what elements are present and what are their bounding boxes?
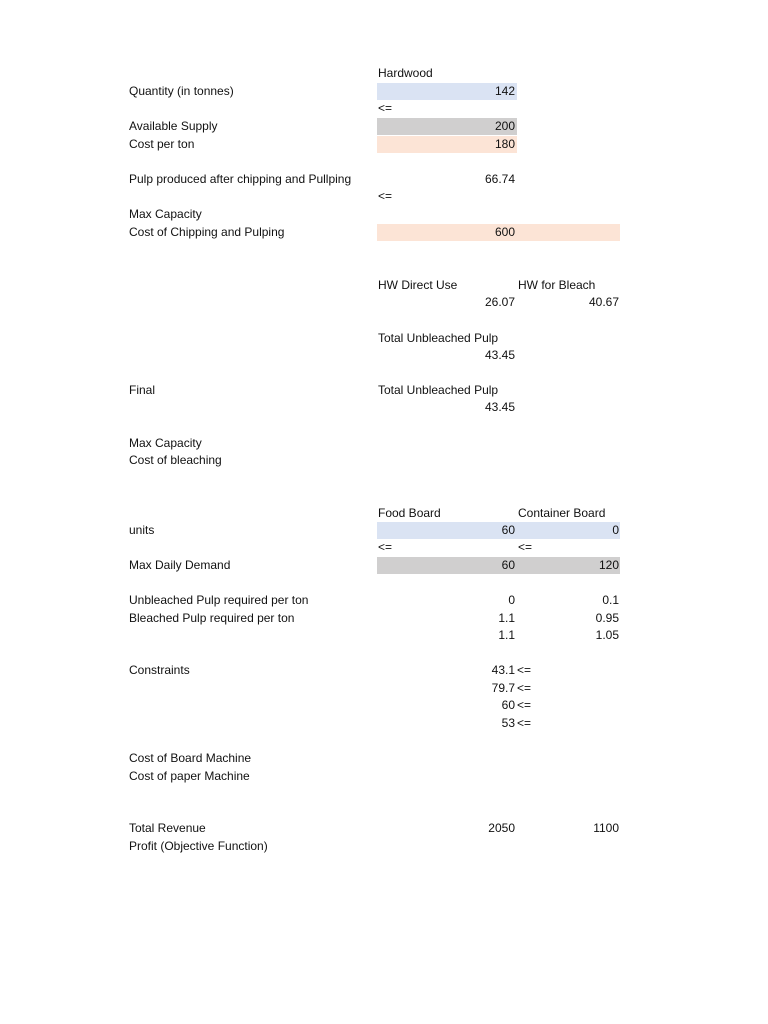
- constraint-operator: <=: [517, 716, 532, 730]
- pulp-produced-value[interactable]: 66.74: [484, 172, 515, 186]
- demand-food-value[interactable]: 60: [501, 558, 515, 572]
- cost-per-ton-label: Cost per ton: [129, 137, 195, 151]
- unbleached-required-food[interactable]: 0: [508, 593, 515, 607]
- constraint-operator: <=: [517, 681, 532, 695]
- unbleached-required-label: Unbleached Pulp required per ton: [129, 593, 309, 607]
- bleaching-cost-label: Cost of bleaching: [129, 453, 222, 467]
- container-board-header: Container Board: [518, 506, 606, 520]
- unbleached-pulp-header: Total Unbleached Pulp: [378, 331, 499, 345]
- extra-food-value[interactable]: 1.1: [498, 628, 515, 642]
- unbleached-required-container[interactable]: 0.1: [602, 593, 619, 607]
- extra-container-value[interactable]: 1.05: [595, 628, 619, 642]
- quantity-value-cell[interactable]: 142: [494, 84, 515, 98]
- max-daily-demand-label: Max Daily Demand: [129, 558, 231, 572]
- bleached-required-food[interactable]: 1.1: [498, 611, 515, 625]
- leq-operator: <=: [378, 101, 393, 115]
- bleached-required-label: Bleached Pulp required per ton: [129, 611, 295, 625]
- final-label: Final: [129, 383, 156, 397]
- leq-operator: <=: [378, 189, 393, 203]
- hardwood-header: Hardwood: [378, 66, 433, 80]
- chipping-cost-label: Cost of Chipping and Pulping: [129, 225, 285, 239]
- unbleached-pulp-header: Total Unbleached Pulp: [378, 383, 499, 397]
- hw-direct-value[interactable]: 26.07: [484, 295, 515, 309]
- leq-operator: <=: [378, 540, 393, 554]
- hw-bleach-value[interactable]: 40.67: [588, 295, 619, 309]
- revenue-container-value[interactable]: 1100: [593, 821, 619, 835]
- total-revenue-label: Total Revenue: [129, 821, 206, 835]
- max-capacity-label: Max Capacity: [129, 207, 202, 221]
- units-food-cell[interactable]: 60: [501, 523, 515, 537]
- constraint-value[interactable]: 43.1: [491, 663, 515, 677]
- leq-operator: <=: [518, 540, 533, 554]
- board-machine-cost-label: Cost of Board Machine: [129, 751, 252, 765]
- constraint-operator: <=: [517, 698, 532, 712]
- bleached-required-container[interactable]: 0.95: [595, 611, 619, 625]
- constraint-value[interactable]: 53: [501, 716, 515, 730]
- max-capacity-label: Max Capacity: [129, 436, 202, 450]
- cost-per-ton-value[interactable]: 180: [494, 137, 515, 151]
- units-label: units: [129, 523, 155, 537]
- hw-direct-header: HW Direct Use: [378, 278, 458, 292]
- revenue-food-value[interactable]: 2050: [488, 821, 515, 835]
- constraint-operator: <=: [517, 663, 532, 677]
- constraint-value[interactable]: 60: [501, 698, 515, 712]
- units-container-cell[interactable]: 0: [612, 523, 619, 537]
- quantity-label: Quantity (in tonnes): [129, 84, 234, 98]
- food-board-header: Food Board: [378, 506, 441, 520]
- profit-label: Profit (Objective Function): [129, 839, 268, 853]
- constraint-value[interactable]: 79.7: [491, 681, 515, 695]
- unbleached-pulp-value[interactable]: 43.45: [484, 348, 515, 362]
- constraints-label: Constraints: [129, 663, 190, 677]
- available-supply-label: Available Supply: [129, 119, 218, 133]
- hw-bleach-header: HW for Bleach: [518, 278, 596, 292]
- available-supply-value[interactable]: 200: [494, 119, 515, 133]
- pulp-produced-label: Pulp produced after chipping and Pullping: [129, 172, 352, 186]
- unbleached-pulp-value[interactable]: 43.45: [484, 400, 515, 414]
- demand-container-value[interactable]: 120: [598, 558, 619, 572]
- chipping-cost-value[interactable]: 600: [494, 225, 515, 239]
- paper-machine-cost-label: Cost of paper Machine: [129, 769, 250, 783]
